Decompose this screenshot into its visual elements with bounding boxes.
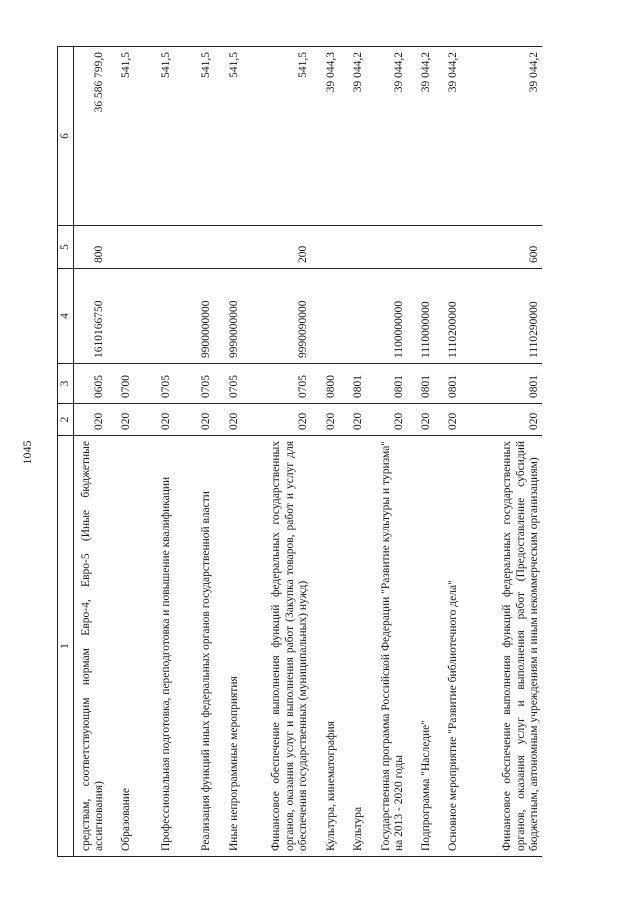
row-target: 1110290000 — [461, 269, 542, 364]
table-row — [107, 47, 134, 857]
row-grbs: 020 — [174, 404, 214, 436]
row-vr: 200 — [242, 226, 311, 269]
table-row — [339, 47, 366, 857]
row-target: 9990000000 — [214, 269, 242, 364]
row-target: 9990090000 — [242, 269, 311, 364]
table-row — [74, 47, 108, 857]
row-grbs: 020 — [339, 404, 366, 436]
header-col-grbs: 2 — [58, 404, 74, 436]
row-section: 0801 — [434, 364, 461, 404]
row-amount: 541,5 — [107, 47, 134, 226]
row-name: Культура, кинематография — [311, 436, 339, 857]
row-section: 0801 — [407, 364, 434, 404]
table-row — [134, 47, 174, 857]
row-grbs: 020 — [107, 404, 134, 436]
row-amount: 541,5 — [214, 47, 242, 226]
row-section: 0605 — [74, 364, 108, 404]
row-target — [311, 269, 339, 364]
table-row — [242, 47, 311, 857]
table-row — [174, 47, 214, 857]
row-section: 0705 — [134, 364, 174, 404]
row-vr — [174, 226, 214, 269]
row-name: Иные непрограммные мероприятия — [214, 436, 242, 857]
row-name: Государственная программа Российской Федерации "Развитие культуры и туризма" на 2013 - 2020 годы — [366, 436, 407, 857]
row-vr — [107, 226, 134, 269]
row-vr — [311, 226, 339, 269]
table-row — [366, 47, 407, 857]
row-section: 0801 — [339, 364, 366, 404]
table-row — [434, 47, 461, 857]
row-grbs: 020 — [434, 404, 461, 436]
row-grbs: 020 — [366, 404, 407, 436]
table-header — [58, 47, 74, 857]
budget-table — [57, 46, 542, 857]
row-name: Реализация функций иных федеральных органов государственной власти — [174, 436, 214, 857]
row-target: 9900000000 — [174, 269, 214, 364]
row-section: 0801 — [366, 364, 407, 404]
row-vr — [134, 226, 174, 269]
row-grbs: 020 — [461, 404, 542, 436]
row-section: 0801 — [461, 364, 542, 404]
header-col-vr: 5 — [58, 226, 74, 269]
row-vr — [339, 226, 366, 269]
row-target: 1100000000 — [366, 269, 407, 364]
header-col-target: 4 — [58, 269, 74, 364]
row-amount: 36 586 799,0 — [74, 47, 108, 226]
row-name: Финансовое обеспечение выполнения функций федеральных государственных органов, оказания услуг и выполнения работ (Предоставление субсидий бюджетным, автономным учреждениям и иным некоммерческим организациям) — [461, 436, 542, 857]
row-section: 0800 — [311, 364, 339, 404]
row-grbs: 020 — [134, 404, 174, 436]
row-name: Подпрограмма "Наследие" — [407, 436, 434, 857]
header-row — [58, 47, 74, 857]
row-amount: 541,5 — [174, 47, 214, 226]
row-grbs: 020 — [311, 404, 339, 436]
row-vr — [407, 226, 434, 269]
row-amount: 39 044,2 — [407, 47, 434, 226]
row-grbs: 020 — [74, 404, 108, 436]
header-col-section: 3 — [58, 364, 74, 404]
row-target — [107, 269, 134, 364]
row-amount: 39 044,2 — [461, 47, 542, 226]
page-number: 1045 — [20, 440, 34, 465]
row-vr — [366, 226, 407, 269]
row-name: Культура — [339, 436, 366, 857]
header-col-amount: 6 — [58, 47, 74, 226]
row-section: 0705 — [174, 364, 214, 404]
row-target: 1610166750 — [74, 269, 108, 364]
row-grbs: 020 — [407, 404, 434, 436]
row-vr: 600 — [461, 226, 542, 269]
table-row — [214, 47, 242, 857]
row-section: 0705 — [242, 364, 311, 404]
row-target — [339, 269, 366, 364]
row-name: Финансовое обеспечение выполнения функций федеральных государственных органов, оказания услуг и выполнения работ (Закупка товаров, работ и услуг для обеспечения государственных (муниципальных) нужд) — [242, 436, 311, 857]
row-amount: 39 044,2 — [366, 47, 407, 226]
row-name: Образование — [107, 436, 134, 857]
row-section: 0705 — [214, 364, 242, 404]
row-section: 0700 — [107, 364, 134, 404]
row-target — [134, 269, 174, 364]
row-vr — [434, 226, 461, 269]
row-grbs: 020 — [214, 404, 242, 436]
row-vr: 800 — [74, 226, 108, 269]
row-name: средствам, соответствующим нормам Евро-4, Евро-5 (Иные бюджетные ассигнования) — [74, 436, 108, 857]
row-amount: 39 044,3 — [311, 47, 339, 226]
table-row — [311, 47, 339, 857]
row-target: 1110000000 — [407, 269, 434, 364]
row-vr — [214, 226, 242, 269]
row-amount: 541,5 — [134, 47, 174, 226]
table-body — [74, 47, 543, 857]
row-target: 1110200000 — [434, 269, 461, 364]
row-name: Основное мероприятие "Развитие библиотечного дела" — [434, 436, 461, 857]
row-grbs: 020 — [242, 404, 311, 436]
row-amount: 541,5 — [242, 47, 311, 226]
table-row — [407, 47, 434, 857]
row-amount: 39 044,2 — [339, 47, 366, 226]
row-name: Профессиональная подготовка, переподготовка и повышение квалификации — [134, 436, 174, 857]
table-row — [461, 47, 542, 857]
row-amount: 39 044,2 — [434, 47, 461, 226]
header-col-name: 1 — [58, 436, 74, 857]
